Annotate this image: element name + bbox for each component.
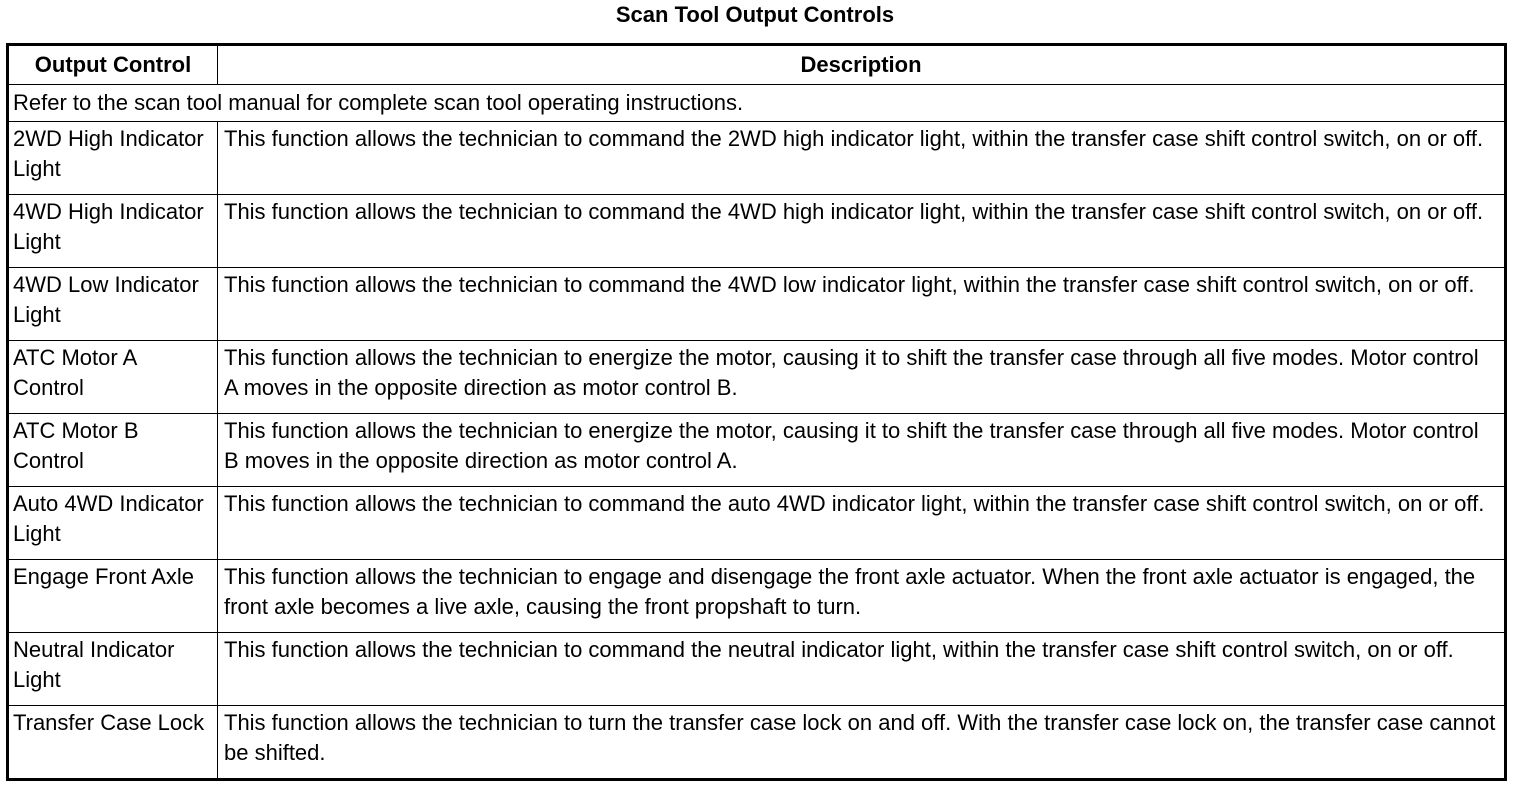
table-title: Scan Tool Output Controls (615, 2, 895, 27)
description-cell: This function allows the technician to turn the transfer case lock on and off. With the transfer case lock on, the transfer case cannot be shifted. (218, 706, 1506, 780)
output-control-cell: ATC Motor B Control (8, 414, 218, 487)
output-control-cell: Engage Front Axle (8, 560, 218, 633)
header-description: Description (218, 45, 1506, 85)
table-header (8, 45, 1506, 85)
table-row (8, 195, 1506, 268)
description-cell: This function allows the technician to command the 4WD high indicator light, within the transfer case shift control switch, on or off. (218, 195, 1506, 268)
header-output-control: Output Control (8, 45, 218, 85)
note-cell: Refer to the scan tool manual for complete scan tool operating instructions. (8, 85, 1506, 122)
description-cell: This function allows the technician to command the 4WD low indicator light, within the transfer case shift control switch, on or off. (218, 268, 1506, 341)
table-row (8, 268, 1506, 341)
output-control-cell: ATC Motor A Control (8, 341, 218, 414)
output-control-cell: Transfer Case Lock (8, 706, 218, 780)
table-row (8, 706, 1506, 780)
table-row (8, 560, 1506, 633)
output-control-cell: 2WD High Indicator Light (8, 122, 218, 195)
description-cell: This function allows the technician to command the neutral indicator light, within the transfer case shift control switch, on or off. (218, 633, 1506, 706)
output-controls-table (6, 43, 1507, 781)
note-row (8, 85, 1506, 122)
description-cell: This function allows the technician to energize the motor, causing it to shift the transfer case through all five modes. Motor control B moves in the opposite direction as motor control A. (218, 414, 1506, 487)
output-control-cell: 4WD Low Indicator Light (8, 268, 218, 341)
table-row (8, 487, 1506, 560)
table-row (8, 122, 1506, 195)
table-row (8, 341, 1506, 414)
output-control-cell: Neutral Indicator Light (8, 633, 218, 706)
table-body (8, 85, 1506, 780)
output-control-cell: Auto 4WD Indicator Light (8, 487, 218, 560)
description-cell: This function allows the technician to command the auto 4WD indicator light, within the transfer case shift control switch, on or off. (218, 487, 1506, 560)
header-row (8, 45, 1506, 85)
description-cell: This function allows the technician to engage and disengage the front axle actuator. When the front axle actuator is engaged, the front axle becomes a live axle, causing the front propshaft to turn. (218, 560, 1506, 633)
output-control-cell: 4WD High Indicator Light (8, 195, 218, 268)
description-cell: This function allows the technician to energize the motor, causing it to shift the transfer case through all five modes. Motor control A moves in the opposite direction as motor control B. (218, 341, 1506, 414)
table-row (8, 414, 1506, 487)
table-row (8, 633, 1506, 706)
description-cell: This function allows the technician to command the 2WD high indicator light, within the transfer case shift control switch, on or off. (218, 122, 1506, 195)
